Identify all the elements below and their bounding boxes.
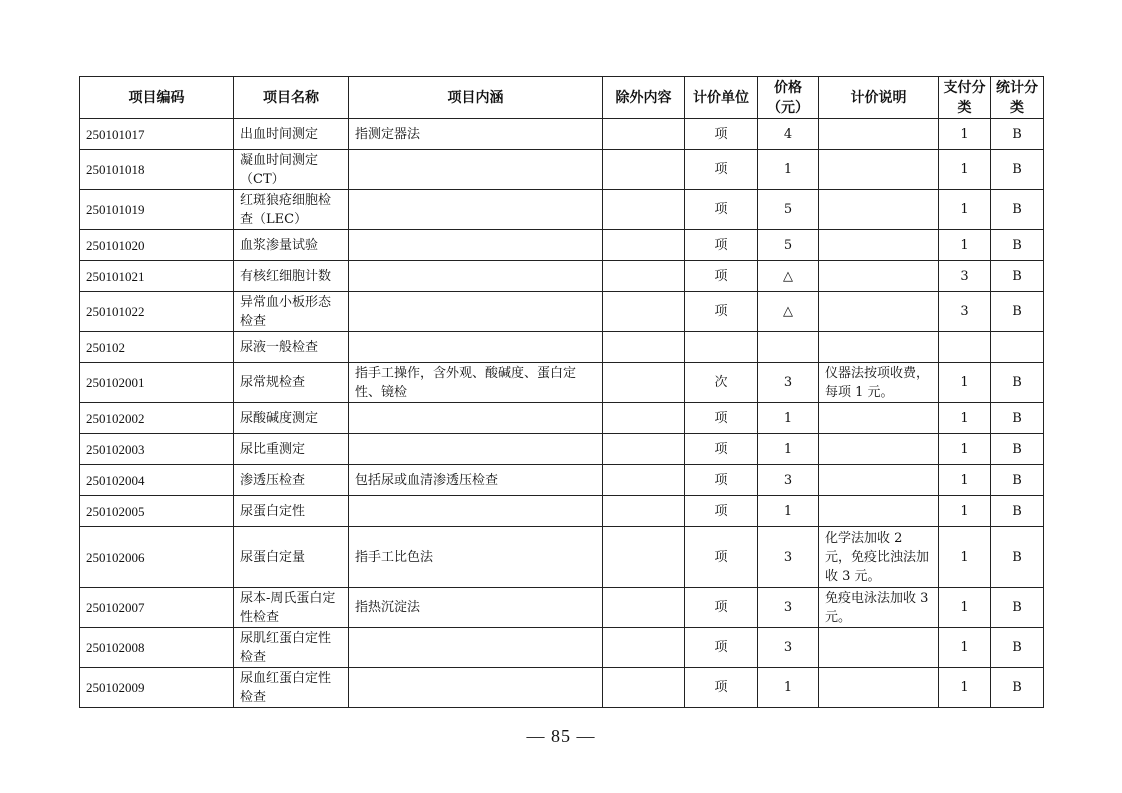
cell-name: 凝血时间测定（CT） bbox=[234, 150, 349, 190]
cell-code: 250102008 bbox=[80, 628, 234, 668]
cell-note bbox=[819, 292, 939, 332]
cell-code: 250102007 bbox=[80, 588, 234, 628]
header-stat: 统计分类 bbox=[991, 77, 1044, 119]
cell-code: 250101017 bbox=[80, 119, 234, 150]
cell-code: 250101022 bbox=[80, 292, 234, 332]
cell-payment: 1 bbox=[939, 119, 991, 150]
table-row bbox=[80, 292, 1044, 332]
cell-unit: 项 bbox=[685, 230, 758, 261]
cell-payment: 1 bbox=[939, 628, 991, 668]
cell-unit: 项 bbox=[685, 628, 758, 668]
table-row bbox=[80, 496, 1044, 527]
cell-name: 渗透压检查 bbox=[234, 465, 349, 496]
cell-stat: B bbox=[991, 403, 1044, 434]
cell-code: 250102006 bbox=[80, 527, 234, 588]
cell-payment: 1 bbox=[939, 465, 991, 496]
cell-unit: 项 bbox=[685, 496, 758, 527]
cell-unit: 项 bbox=[685, 588, 758, 628]
table-row bbox=[80, 527, 1044, 588]
cell-unit: 项 bbox=[685, 261, 758, 292]
cell-note: 化学法加收 2 元，免疫比浊法加收 3 元。 bbox=[819, 527, 939, 588]
table-row bbox=[80, 668, 1044, 708]
cell-exclusion bbox=[603, 190, 685, 230]
cell-name: 尿酸碱度测定 bbox=[234, 403, 349, 434]
cell-payment: 1 bbox=[939, 434, 991, 465]
cell-note bbox=[819, 261, 939, 292]
cell-price: 3 bbox=[758, 527, 819, 588]
cell-stat: B bbox=[991, 668, 1044, 708]
cell-price: 1 bbox=[758, 403, 819, 434]
table-row bbox=[80, 628, 1044, 668]
table-row bbox=[80, 363, 1044, 403]
cell-code: 250102005 bbox=[80, 496, 234, 527]
cell-code: 250102009 bbox=[80, 668, 234, 708]
cell-content bbox=[349, 332, 603, 363]
cell-note bbox=[819, 496, 939, 527]
cell-price: 3 bbox=[758, 363, 819, 403]
cell-exclusion bbox=[603, 292, 685, 332]
cell-price: 1 bbox=[758, 434, 819, 465]
cell-code: 250101019 bbox=[80, 190, 234, 230]
cell-name: 尿蛋白定量 bbox=[234, 527, 349, 588]
cell-content bbox=[349, 668, 603, 708]
cell-name: 尿比重测定 bbox=[234, 434, 349, 465]
header-unit: 计价单位 bbox=[685, 77, 758, 119]
cell-exclusion bbox=[603, 668, 685, 708]
cell-content bbox=[349, 628, 603, 668]
header-price: 价格（元） bbox=[758, 77, 819, 119]
table-row bbox=[80, 230, 1044, 261]
pricing-table bbox=[79, 76, 1044, 708]
cell-name: 血浆渗量试验 bbox=[234, 230, 349, 261]
cell-note bbox=[819, 465, 939, 496]
cell-note: 免疫电泳法加收 3 元。 bbox=[819, 588, 939, 628]
cell-name: 尿血红蛋白定性检查 bbox=[234, 668, 349, 708]
cell-content: 指测定器法 bbox=[349, 119, 603, 150]
cell-stat: B bbox=[991, 261, 1044, 292]
cell-price: 1 bbox=[758, 150, 819, 190]
cell-content bbox=[349, 496, 603, 527]
cell-name: 有核红细胞计数 bbox=[234, 261, 349, 292]
table-row bbox=[80, 403, 1044, 434]
cell-name: 尿蛋白定性 bbox=[234, 496, 349, 527]
cell-payment: 1 bbox=[939, 588, 991, 628]
cell-price: 1 bbox=[758, 496, 819, 527]
cell-name: 尿液一般检查 bbox=[234, 332, 349, 363]
cell-stat: B bbox=[991, 628, 1044, 668]
cell-stat: B bbox=[991, 150, 1044, 190]
cell-name: 红斑狼疮细胞检查（LEC） bbox=[234, 190, 349, 230]
cell-note bbox=[819, 332, 939, 363]
cell-stat: B bbox=[991, 230, 1044, 261]
cell-note bbox=[819, 434, 939, 465]
table-row bbox=[80, 434, 1044, 465]
cell-code: 250101020 bbox=[80, 230, 234, 261]
cell-price: 3 bbox=[758, 465, 819, 496]
table-header-row bbox=[80, 77, 1044, 119]
cell-payment: 3 bbox=[939, 292, 991, 332]
cell-content bbox=[349, 261, 603, 292]
cell-content bbox=[349, 150, 603, 190]
cell-exclusion bbox=[603, 588, 685, 628]
cell-stat: B bbox=[991, 434, 1044, 465]
cell-unit: 次 bbox=[685, 363, 758, 403]
cell-note: 仪器法按项收费，每项 1 元。 bbox=[819, 363, 939, 403]
cell-note bbox=[819, 403, 939, 434]
cell-name: 异常血小板形态检查 bbox=[234, 292, 349, 332]
cell-payment: 1 bbox=[939, 527, 991, 588]
cell-note bbox=[819, 230, 939, 261]
cell-payment: 3 bbox=[939, 261, 991, 292]
cell-exclusion bbox=[603, 363, 685, 403]
cell-content: 指热沉淀法 bbox=[349, 588, 603, 628]
cell-exclusion bbox=[603, 261, 685, 292]
cell-unit: 项 bbox=[685, 150, 758, 190]
cell-price: 5 bbox=[758, 230, 819, 261]
cell-exclusion bbox=[603, 150, 685, 190]
cell-payment: 1 bbox=[939, 230, 991, 261]
cell-content bbox=[349, 292, 603, 332]
cell-price bbox=[758, 332, 819, 363]
cell-unit: 项 bbox=[685, 527, 758, 588]
cell-name: 尿肌红蛋白定性检查 bbox=[234, 628, 349, 668]
header-code: 项目编码 bbox=[80, 77, 234, 119]
cell-code: 250102 bbox=[80, 332, 234, 363]
table-row bbox=[80, 119, 1044, 150]
cell-name: 出血时间测定 bbox=[234, 119, 349, 150]
cell-code: 250102003 bbox=[80, 434, 234, 465]
cell-stat: B bbox=[991, 190, 1044, 230]
cell-price: 3 bbox=[758, 628, 819, 668]
table-row bbox=[80, 588, 1044, 628]
header-name: 项目名称 bbox=[234, 77, 349, 119]
cell-exclusion bbox=[603, 119, 685, 150]
cell-content bbox=[349, 190, 603, 230]
cell-stat: B bbox=[991, 119, 1044, 150]
cell-note bbox=[819, 150, 939, 190]
cell-unit: 项 bbox=[685, 190, 758, 230]
cell-name: 尿本-周氏蛋白定性检查 bbox=[234, 588, 349, 628]
cell-unit: 项 bbox=[685, 403, 758, 434]
table-row bbox=[80, 332, 1044, 363]
cell-exclusion bbox=[603, 403, 685, 434]
cell-exclusion bbox=[603, 332, 685, 363]
cell-exclusion bbox=[603, 496, 685, 527]
cell-exclusion bbox=[603, 628, 685, 668]
cell-payment: 1 bbox=[939, 496, 991, 527]
cell-unit: 项 bbox=[685, 119, 758, 150]
cell-content bbox=[349, 230, 603, 261]
cell-payment: 1 bbox=[939, 150, 991, 190]
cell-price: △ bbox=[758, 261, 819, 292]
cell-content bbox=[349, 403, 603, 434]
cell-exclusion bbox=[603, 230, 685, 261]
cell-note bbox=[819, 628, 939, 668]
table-row bbox=[80, 150, 1044, 190]
table-body bbox=[80, 119, 1044, 708]
cell-unit bbox=[685, 332, 758, 363]
cell-exclusion bbox=[603, 527, 685, 588]
cell-code: 250102001 bbox=[80, 363, 234, 403]
header-exclusion: 除外内容 bbox=[603, 77, 685, 119]
cell-price: 3 bbox=[758, 588, 819, 628]
cell-price: △ bbox=[758, 292, 819, 332]
cell-payment: 1 bbox=[939, 403, 991, 434]
page-number: — 85 — bbox=[526, 726, 596, 746]
cell-stat: B bbox=[991, 292, 1044, 332]
cell-code: 250101021 bbox=[80, 261, 234, 292]
cell-content bbox=[349, 434, 603, 465]
cell-price: 1 bbox=[758, 668, 819, 708]
cell-exclusion bbox=[603, 434, 685, 465]
header-content: 项目内涵 bbox=[349, 77, 603, 119]
cell-stat: B bbox=[991, 588, 1044, 628]
cell-unit: 项 bbox=[685, 465, 758, 496]
cell-stat: B bbox=[991, 465, 1044, 496]
cell-note bbox=[819, 119, 939, 150]
cell-code: 250101018 bbox=[80, 150, 234, 190]
table-row bbox=[80, 190, 1044, 230]
cell-stat: B bbox=[991, 527, 1044, 588]
cell-content: 指手工操作，含外观、酸碱度、蛋白定性、镜检 bbox=[349, 363, 603, 403]
cell-name: 尿常规检查 bbox=[234, 363, 349, 403]
cell-unit: 项 bbox=[685, 292, 758, 332]
cell-stat bbox=[991, 332, 1044, 363]
cell-exclusion bbox=[603, 465, 685, 496]
cell-unit: 项 bbox=[685, 668, 758, 708]
cell-content: 指手工比色法 bbox=[349, 527, 603, 588]
cell-price: 4 bbox=[758, 119, 819, 150]
cell-note bbox=[819, 190, 939, 230]
cell-stat: B bbox=[991, 496, 1044, 527]
cell-unit: 项 bbox=[685, 434, 758, 465]
cell-payment: 1 bbox=[939, 363, 991, 403]
cell-code: 250102004 bbox=[80, 465, 234, 496]
cell-content: 包括尿或血清渗透压检查 bbox=[349, 465, 603, 496]
cell-note bbox=[819, 668, 939, 708]
cell-payment bbox=[939, 332, 991, 363]
header-payment: 支付分类 bbox=[939, 77, 991, 119]
table-row bbox=[80, 261, 1044, 292]
header-note: 计价说明 bbox=[819, 77, 939, 119]
cell-stat: B bbox=[991, 363, 1044, 403]
cell-payment: 1 bbox=[939, 668, 991, 708]
cell-code: 250102002 bbox=[80, 403, 234, 434]
table-row bbox=[80, 465, 1044, 496]
cell-payment: 1 bbox=[939, 190, 991, 230]
cell-price: 5 bbox=[758, 190, 819, 230]
